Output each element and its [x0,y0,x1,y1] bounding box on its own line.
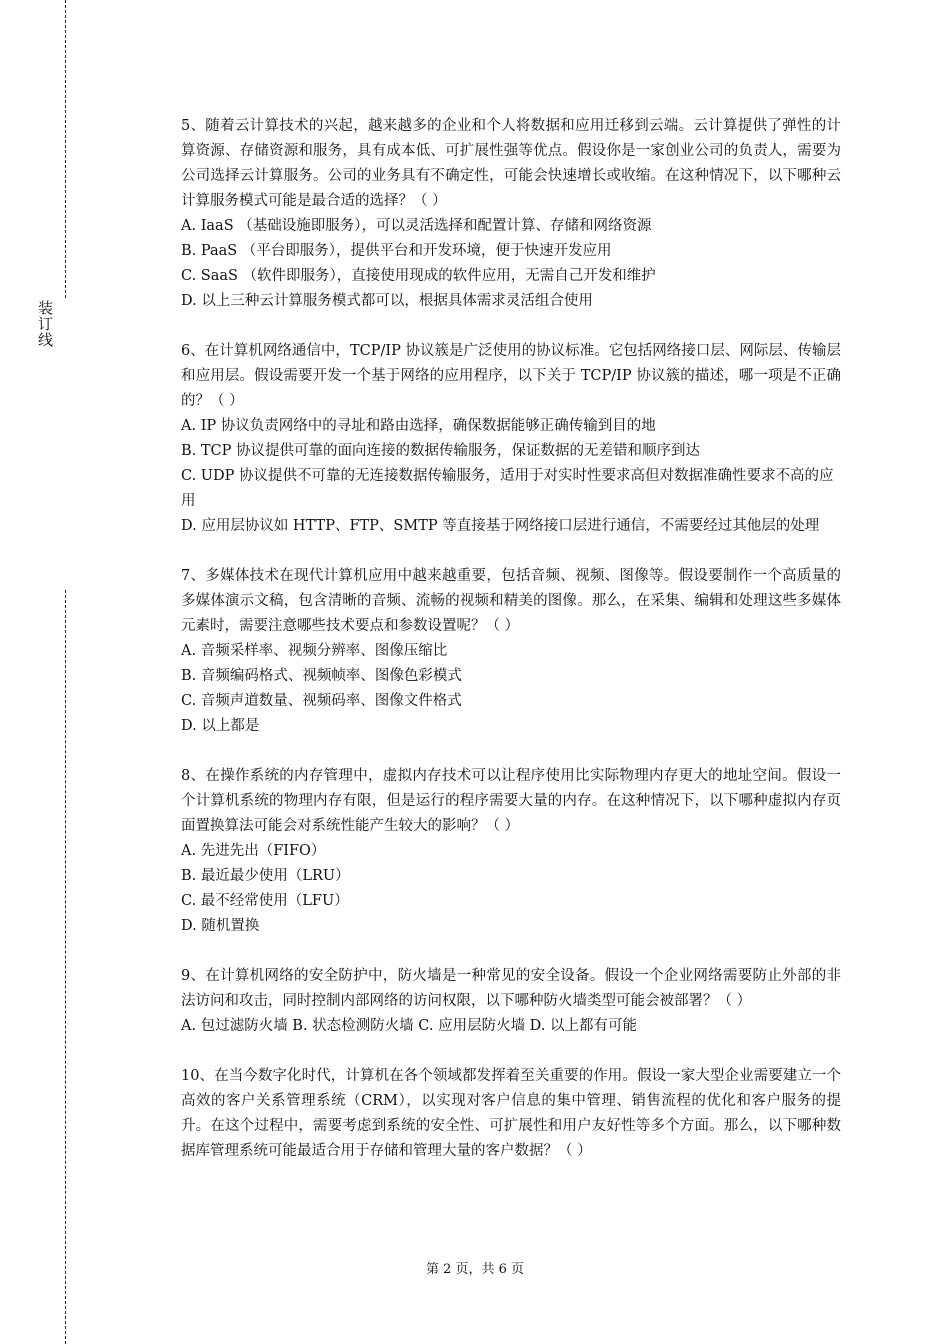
question-6 [181,339,841,539]
option-b: B. TCP 协议提供可靠的面向连接的数据传输服务，保证数据的无差错和顺序到达 [181,443,701,459]
option-c: C. 音频声道数量、视频码率、图像文件格式 [181,693,462,709]
binding-line-bottom [65,590,66,1344]
option-b: B. PaaS （平台即服务），提供平台和开发环境，便于快速开发应用 [181,243,612,259]
option-b: B. 音频编码格式、视频帧率、图像色彩模式 [181,668,462,684]
option-a: A. 音频采样率、视频分辨率、图像压缩比 [181,643,448,659]
question-7 [181,564,841,739]
binding-label: 装订线 [36,300,54,348]
option-c: C. SaaS （软件即服务），直接使用现成的软件应用，无需自己开发和维护 [181,268,656,284]
option-d: D. 以上都是 [181,718,260,734]
option-c: C. 最不经常使用（LFU） [181,893,349,909]
question-stem: 9、在计算机网络的安全防护中，防火墙是一种常见的安全设备。假设一个企业网络需要防止外部的非法访问和攻击，同时控制内部网络的访问权限，以下哪种防火墙类型可能会被部署？（ ） [181,968,841,1009]
question-stem: 5、随着云计算技术的兴起，越来越多的企业和个人将数据和应用迁移到云端。云计算提供了弹性的计算资源、存储资源和服务，具有成本低、可扩展性强等优点。假设你是一家创业公司的负责人，需要为公司选择云计算服务。公司的业务具有不确定性，可能会快速增长或收缩。在这种情况下，以下哪种云计算服务模式可能是最合适的选择？（ ） [181,118,841,209]
option-a: A. IaaS （基础设施即服务），可以灵活选择和配置计算、存储和网络资源 [181,218,652,234]
option-d: D. 以上三种云计算服务模式都可以，根据具体需求灵活组合使用 [181,293,593,309]
question-list [181,114,841,1189]
question-stem: 7、多媒体技术在现代计算机应用中越来越重要，包括音频、视频、图像等。假设要制作一个高质量的多媒体演示文稿，包含清晰的音频、流畅的视频和精美的图像。那么，在采集、编辑和处理这些多媒体元素时，需要注意哪些技术要点和参数设置呢？（ ） [181,568,841,634]
question-stem: 8、在操作系统的内存管理中，虚拟内存技术可以让程序使用比实际物理内存更大的地址空间。假设一个计算机系统的物理内存有限，但是运行的程序需要大量的内存。在这种情况下，以下哪种虚拟内存页面置换算法可能会对系统性能产生较大的影响？（ ） [181,768,841,834]
question-10 [181,1064,841,1164]
option-line: A. 包过滤防火墙 B. 状态检测防火墙 C. 应用层防火墙 D. 以上都有可能 [181,1018,638,1034]
option-d: D. 随机置换 [181,918,260,934]
question-5 [181,114,841,314]
option-c: C. UDP 协议提供不可靠的无连接数据传输服务，适用于对实时性要求高但对数据准确性要求不高的应用 [181,468,834,509]
question-stem: 10、在当今数字化时代，计算机在各个领域都发挥着至关重要的作用。假设一家大型企业需要建立一个高效的客户关系管理系统（CRM），以实现对客户信息的集中管理、销售流程的优化和客户服务的提升。在这个过程中，需要考虑到系统的安全性、可扩展性和用户友好性等多个方面。那么，以下哪种数据库管理系统可能最适合用于存储和管理大量的客户数据？（ ） [181,1068,841,1159]
option-d: D. 应用层协议如 HTTP、FTP、SMTP 等直接基于网络接口层进行通信，不需要经过其他层的处理 [181,518,820,534]
question-8 [181,764,841,939]
question-9 [181,964,841,1039]
option-a: A. IP 协议负责网络中的寻址和路由选择，确保数据能够正确传输到目的地 [181,418,656,434]
question-stem: 6、在计算机网络通信中，TCP/IP 协议簇是广泛使用的协议标准。它包括网络接口层、网际层、传输层和应用层。假设需要开发一个基于网络的应用程序，以下关于 TCP/IP 协议簇的描述，哪一项是不正确的？（ ） [181,343,841,409]
page-number: 第 2 页，共 6 页 [425,1262,525,1277]
option-a: A. 先进先出（FIFO） [181,843,326,859]
option-b: B. 最近最少使用（LRU） [181,868,350,884]
binding-line-top [65,0,66,298]
